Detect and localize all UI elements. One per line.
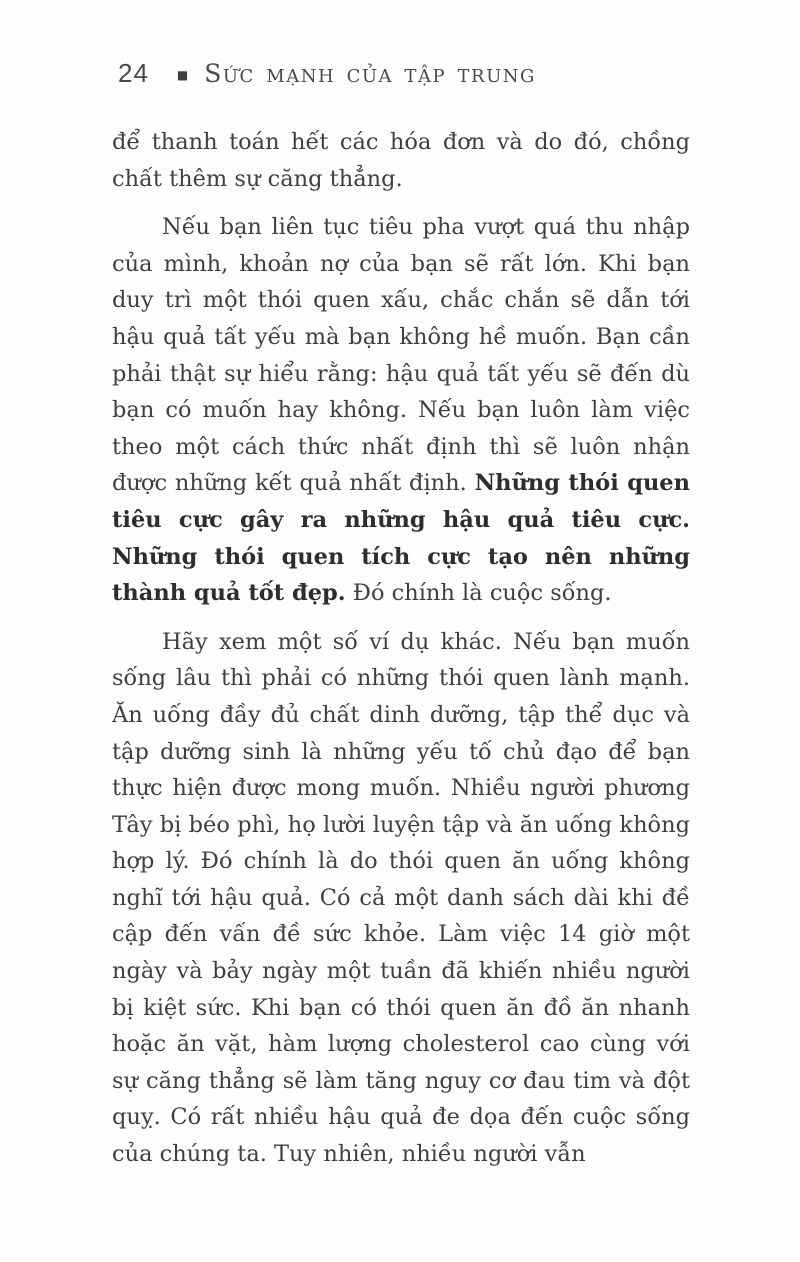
page-body <box>112 124 690 1185</box>
paragraph <box>112 209 690 612</box>
text-segment: Đó chính là cuộc sống. <box>345 580 612 607</box>
paragraph <box>112 624 690 1173</box>
paragraph <box>112 124 690 197</box>
text-segment-bold: Những thói quen tiêu cực gây ra những hậu quả tiêu cực. Những thói quen tích cực tạo nên những thành quả tốt đẹp. <box>112 470 690 607</box>
text-segment: Nếu bạn liên tục tiêu pha vượt quá thu nhập của mình, khoản nợ của bạn sẽ rất lớn. Khi bạn duy trì một thói quen xấu, chắc chắn sẽ dẫn tới hậu quả tất yếu mà bạn không hề muốn. Bạn cần phải thật sự hiểu rằng: hậu quả tất yếu sẽ đến dù bạn có muốn hay không. Nếu bạn luôn làm việc theo một cách thức nhất định thì sẽ luôn nhận được những kết quả nhất định. <box>112 214 690 497</box>
text-segment: Hãy xem một số ví dụ khác. Nếu bạn muốn sống lâu thì phải có những thói quen lành mạnh. Ăn uống đầy đủ chất dinh dưỡng, tập thể dục và tập dưỡng sinh là những yếu tố chủ đạo để bạn thực hiện được mong muốn. Nhiều người phương Tây bị béo phì, họ lười luyện tập và ăn uống không hợp lý. Đó chính là do thói quen ăn uống không nghĩ tới hậu quả. Có cả một danh sách dài khi đề cập đến vấn đề sức khỏe. Làm việc 14 giờ một ngày và bảy ngày một tuần đã khiến nhiều người bị kiệt sức. Khi bạn có thói quen ăn đồ ăn nhanh hoặc ăn vặt, hàm lượng cholesterol cao cùng với sự căng thẳng sẽ làm tăng nguy cơ đau tim và đột quỵ. Có rất nhiều hậu quả đe dọa đến cuộc sống của chúng ta. Tuy nhiên, nhiều người vẫn <box>112 628 690 1168</box>
running-title: Sức mạnh của tập trung <box>204 59 536 88</box>
text-segment: để thanh toán hết các hóa đơn và do đó, chồng chất thêm sự căng thẳng. <box>112 129 690 192</box>
running-header <box>118 58 536 89</box>
page-number: 24 <box>118 58 149 88</box>
square-bullet-icon: ■ <box>176 68 189 82</box>
